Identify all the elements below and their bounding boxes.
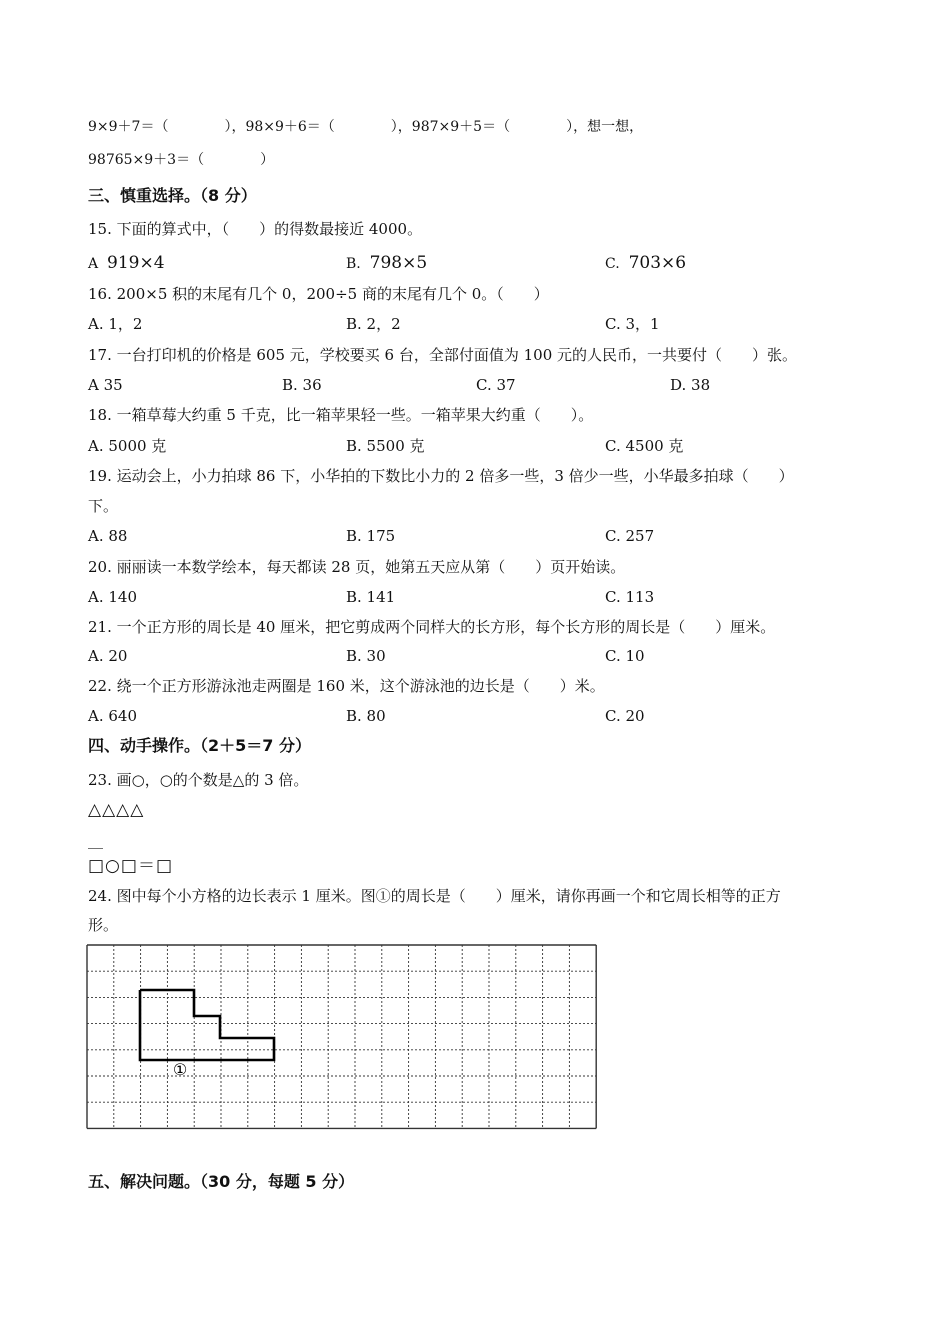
section-4-title: 四、动手操作。（2＋5＝7 分） [88, 736, 311, 755]
q22-option-a: A. 640 [88, 707, 137, 725]
q19-stem: 19. 运动会上，小力拍球 86 下，小华拍的下数比小力的 2 倍多一些，3 倍少一些，小华最多拍球（ ） [88, 467, 794, 485]
q15-option-c: C. 703×6 [605, 253, 687, 273]
q16-option-b: B. 2，2 [346, 315, 401, 333]
q22-option-c: C. 20 [605, 707, 645, 725]
q23-stem: 23. 画○，○的个数是△的 3 倍。 [88, 771, 309, 789]
q23-equation: □○□＝□ [88, 856, 174, 876]
section-3-title: 三、慎重选择。（8 分） [88, 186, 257, 205]
q17-option-c: C. 37 [476, 376, 516, 394]
q22-stem: 22. 绕一个正方形游泳池走两圈是 160 米，这个游泳池的边长是（ ）米。 [88, 677, 605, 695]
q14-line2: 98765×9＋3＝（ ） [88, 152, 275, 168]
q23-blank: __ [88, 831, 103, 849]
section-5-title: 五、解决问题。（30 分，每题 5 分） [88, 1172, 355, 1191]
q18-option-b: B. 5500 克 [346, 437, 425, 455]
q23-triangles: △△△△ [88, 800, 145, 820]
q19-stem-cont: 下。 [88, 497, 119, 515]
q18-option-a: A. 5000 克 [88, 437, 167, 455]
q20-option-c: C. 113 [605, 588, 655, 606]
q17-option-d: D. 38 [670, 376, 711, 394]
q21-option-b: B. 30 [346, 647, 386, 665]
q19-option-a: A. 88 [88, 527, 128, 545]
square-grid [86, 944, 598, 1134]
figure-1-label: ① [172, 1060, 188, 1079]
q15-option-a: A 919×4 [88, 253, 165, 273]
q15-stem: 15. 下面的算式中，（ ）的得数最接近 4000。 [88, 220, 423, 238]
grid-lines [87, 945, 596, 1128]
q17-option-b: B. 36 [282, 376, 322, 394]
q20-option-a: A. 140 [88, 588, 137, 606]
q17-stem: 17. 一台打印机的价格是 605 元，学校要买 6 台，全部付面值为 100 元的人民币，一共要付（ ）张。 [88, 346, 798, 364]
q16-stem: 16. 200×5 积的末尾有几个 0，200÷5 商的末尾有几个 0。（ ） [88, 285, 549, 303]
q19-option-c: C. 257 [605, 527, 655, 545]
q21-option-c: C. 10 [605, 647, 645, 665]
q21-option-a: A. 20 [88, 647, 128, 665]
q16-option-a: A. 1，2 [88, 315, 143, 333]
q17-option-a: A 35 [88, 376, 123, 394]
q20-stem: 20. 丽丽读一本数学绘本，每天都读 28 页，她第五天应从第（ ）页开始读。 [88, 558, 626, 576]
q19-option-b: B. 175 [346, 527, 396, 545]
q14-line1: 9×9＋7＝（ ），98×9＋6＝（ ），987×9＋5＝（ ），想一想， [88, 119, 644, 135]
q18-option-c: C. 4500 克 [605, 437, 684, 455]
q24-stem: 24. 图中每个小方格的边长表示 1 厘米。图①的周长是（ ）厘米，请你再画一个和它周长相等的正方 [88, 887, 781, 905]
q18-stem: 18. 一箱草莓大约重 5 千克，比一箱苹果轻一些。一箱苹果大约重（ ）。 [88, 406, 594, 424]
q20-option-b: B. 141 [346, 588, 396, 606]
q22-option-b: B. 80 [346, 707, 386, 725]
q15-option-b: B. 798×5 [346, 253, 428, 273]
q16-option-c: C. 3，1 [605, 315, 660, 333]
q24-stem-cont: 形。 [88, 916, 119, 934]
q21-stem: 21. 一个正方形的周长是 40 厘米，把它剪成两个同样大的长方形，每个长方形的周长是（ ）厘米。 [88, 618, 776, 636]
